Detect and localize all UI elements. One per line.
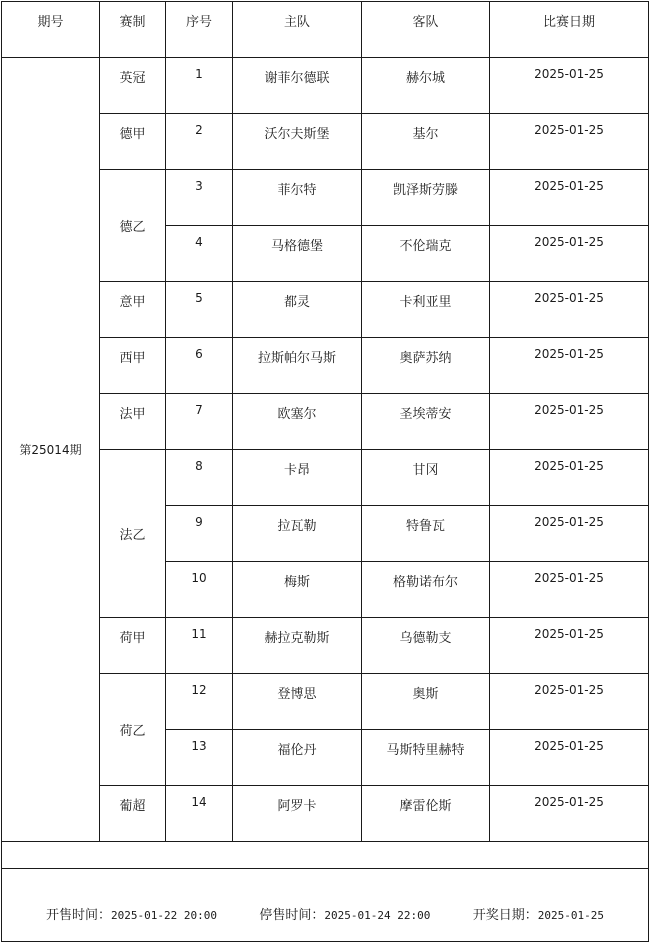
seq-cell: 7 [166, 394, 233, 450]
match-date-cell: 2025-01-25 [490, 226, 649, 282]
header-match-date: 比赛日期 [490, 2, 649, 58]
away-team-cell: 赫尔城 [362, 58, 490, 114]
match-date-cell: 2025-01-25 [490, 562, 649, 618]
header-home-team: 主队 [233, 2, 362, 58]
table-row [2, 170, 649, 226]
sale-info-cell [2, 869, 649, 942]
league-cell: 荷甲 [100, 618, 166, 674]
table-row [2, 58, 649, 114]
seq-cell: 14 [166, 786, 233, 842]
home-team-cell: 谢菲尔德联 [233, 58, 362, 114]
match-date-cell: 2025-01-25 [490, 58, 649, 114]
match-date-cell: 2025-01-25 [490, 282, 649, 338]
match-date-cell: 2025-01-25 [490, 114, 649, 170]
table-row [2, 674, 649, 730]
home-team-cell: 梅斯 [233, 562, 362, 618]
away-team-cell: 奥斯 [362, 674, 490, 730]
draw-date-value: 2025-01-25 [537, 908, 604, 922]
sale-end-value: 2025-01-24 22:00 [324, 908, 431, 922]
home-team-cell: 拉斯帕尔马斯 [233, 338, 362, 394]
seq-cell: 3 [166, 170, 233, 226]
match-date-cell: 2025-01-25 [490, 338, 649, 394]
seq-cell: 13 [166, 730, 233, 786]
league-cell: 德甲 [100, 114, 166, 170]
league-cell: 意甲 [100, 282, 166, 338]
match-date-cell: 2025-01-25 [490, 786, 649, 842]
sale-start-value: 2025-01-22 20:00 [111, 908, 217, 922]
header-league: 赛制 [100, 2, 166, 58]
match-date-cell: 2025-01-25 [490, 450, 649, 506]
away-team-cell: 甘冈 [362, 450, 490, 506]
seq-cell: 11 [166, 618, 233, 674]
home-team-cell: 卡昂 [233, 450, 362, 506]
home-team-cell: 菲尔特 [233, 170, 362, 226]
table-row [2, 114, 649, 170]
header-seq: 序号 [166, 2, 233, 58]
seq-cell: 10 [166, 562, 233, 618]
seq-cell: 5 [166, 282, 233, 338]
home-team-cell: 福伦丹 [233, 730, 362, 786]
seq-cell: 2 [166, 114, 233, 170]
sale-info-row [2, 869, 649, 942]
draw-date [473, 904, 604, 923]
match-date-cell: 2025-01-25 [490, 618, 649, 674]
spacer-cell [2, 842, 649, 869]
table-row [2, 282, 649, 338]
home-team-cell: 欧塞尔 [233, 394, 362, 450]
home-team-cell: 沃尔夫斯堡 [233, 114, 362, 170]
away-team-cell: 奥萨苏纳 [362, 338, 490, 394]
away-team-cell: 圣埃蒂安 [362, 394, 490, 450]
period-number: 第25014期 [2, 58, 100, 842]
away-team-cell: 马斯特里赫特 [362, 730, 490, 786]
table-row [2, 450, 649, 506]
home-team-cell: 赫拉克勒斯 [233, 618, 362, 674]
match-schedule-table [1, 1, 649, 942]
header-away-team: 客队 [362, 2, 490, 58]
league-cell: 葡超 [100, 786, 166, 842]
home-team-cell: 马格德堡 [233, 226, 362, 282]
seq-cell: 9 [166, 506, 233, 562]
away-team-cell: 凯泽斯劳滕 [362, 170, 490, 226]
match-date-cell: 2025-01-25 [490, 674, 649, 730]
league-cell: 法乙 [100, 450, 166, 618]
table-header-row [2, 2, 649, 58]
seq-cell: 6 [166, 338, 233, 394]
draw-date-label: 开奖日期： [472, 907, 538, 923]
away-team-cell: 不伦瑞克 [362, 226, 490, 282]
away-team-cell: 卡利亚里 [362, 282, 490, 338]
table-row [2, 618, 649, 674]
away-team-cell: 乌德勒支 [362, 618, 490, 674]
seq-cell: 1 [166, 58, 233, 114]
away-team-cell: 格勒诺布尔 [362, 562, 490, 618]
league-cell: 西甲 [100, 338, 166, 394]
away-team-cell: 摩雷伦斯 [362, 786, 490, 842]
league-cell: 荷乙 [100, 674, 166, 786]
seq-cell: 4 [166, 226, 233, 282]
sale-end-label: 停售时间： [259, 907, 325, 923]
sale-start-time [46, 904, 217, 923]
spacer-row [2, 842, 649, 869]
match-date-cell: 2025-01-25 [490, 170, 649, 226]
match-date-cell: 2025-01-25 [490, 394, 649, 450]
league-cell: 法甲 [100, 394, 166, 450]
seq-cell: 12 [166, 674, 233, 730]
table-row [2, 338, 649, 394]
seq-cell: 8 [166, 450, 233, 506]
table-row [2, 394, 649, 450]
away-team-cell: 特鲁瓦 [362, 506, 490, 562]
header-period: 期号 [2, 2, 100, 58]
home-team-cell: 拉瓦勒 [233, 506, 362, 562]
home-team-cell: 登博思 [233, 674, 362, 730]
match-date-cell: 2025-01-25 [490, 506, 649, 562]
sale-start-label: 开售时间： [46, 907, 112, 923]
home-team-cell: 都灵 [233, 282, 362, 338]
league-cell: 英冠 [100, 58, 166, 114]
home-team-cell: 阿罗卡 [233, 786, 362, 842]
match-date-cell: 2025-01-25 [490, 730, 649, 786]
league-cell: 德乙 [100, 170, 166, 282]
sale-end-time [259, 904, 430, 923]
sale-info-bar [2, 888, 648, 923]
away-team-cell: 基尔 [362, 114, 490, 170]
